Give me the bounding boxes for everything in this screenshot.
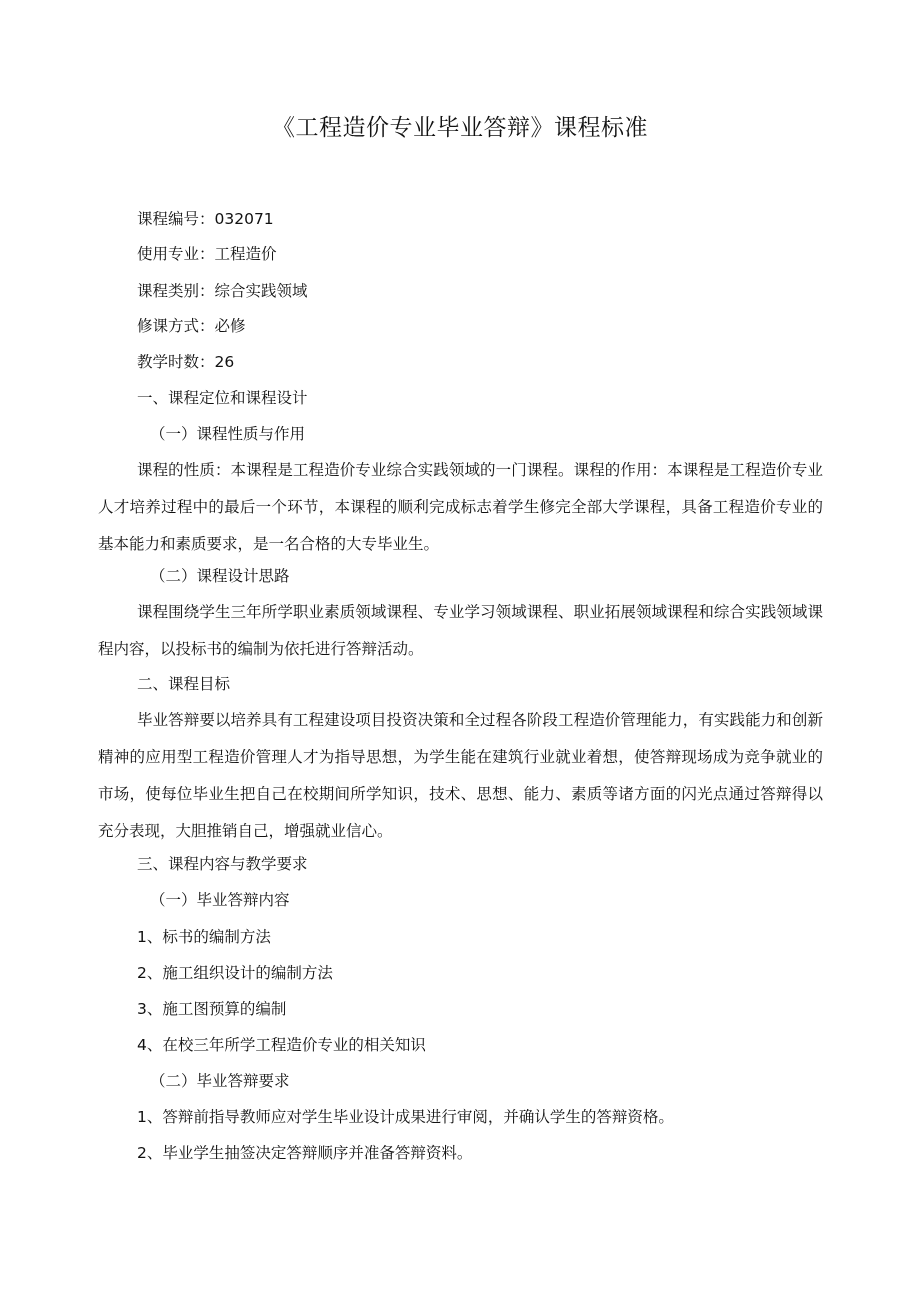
section-3-sub-2-heading: （二）毕业答辩要求	[150, 1072, 290, 1090]
course-major: 使用专业：工程造价	[137, 245, 277, 263]
section-1-heading: 一、课程定位和课程设计	[137, 389, 308, 407]
course-hours: 教学时数：26	[137, 353, 235, 371]
course-mode: 修课方式：必修	[137, 317, 246, 335]
course-code: 课程编号：032071	[137, 210, 274, 228]
document-title: 《工程造价专业毕业答辩》课程标准	[272, 115, 648, 141]
section-1-sub-1-paragraph: 课程的性质：本课程是工程造价专业综合实践领域的一门课程。课程的作用：本课程是工程造价专业人才培养过程中的最后一个环节，本课程的顺利完成标志着学生修完全部大学课程，具备工程造价专业的基本能力和素质要求，是一名合格的大专毕业生。	[98, 461, 823, 553]
section-1-sub-1-heading: （一）课程性质与作用	[150, 425, 306, 443]
content-item: 2、施工组织设计的编制方法	[137, 964, 333, 982]
content-item: 3、施工图预算的编制	[137, 1000, 287, 1018]
section-2-heading: 二、课程目标	[137, 675, 231, 693]
section-3-heading: 三、课程内容与教学要求	[137, 855, 308, 873]
section-1-sub-2-heading: （二）课程设计思路	[150, 567, 290, 585]
section-3-sub-1-heading: （一）毕业答辩内容	[150, 891, 290, 909]
content-item: 1、标书的编制方法	[137, 928, 271, 946]
course-category: 课程类别：综合实践领域	[137, 282, 308, 300]
content-item: 4、在校三年所学工程造价专业的相关知识	[137, 1036, 426, 1054]
section-1-sub-2-paragraph: 课程围绕学生三年所学职业素质领域课程、专业学习领域课程、职业拓展领域课程和综合实践领域课程内容，以投标书的编制为依托进行答辩活动。	[98, 603, 823, 658]
requirement-item: 2、毕业学生抽签决定答辩顺序并准备答辩资料。	[137, 1144, 473, 1162]
section-2-paragraph: 毕业答辩要以培养具有工程建设项目投资决策和全过程各阶段工程造价管理能力，有实践能力和创新精神的应用型工程造价管理人才为指导思想，为学生能在建筑行业就业着想，使答辩现场成为竞争就业的市场，使每位毕业生把自己在校期间所学知识，技术、思想、能力、素质等诸方面的闪光点通过答辩得以充分表现，大胆推销自己，增强就业信心。	[98, 711, 823, 840]
requirement-item: 1、答辩前指导教师应对学生毕业设计成果进行审阅，并确认学生的答辩资格。	[137, 1108, 674, 1126]
